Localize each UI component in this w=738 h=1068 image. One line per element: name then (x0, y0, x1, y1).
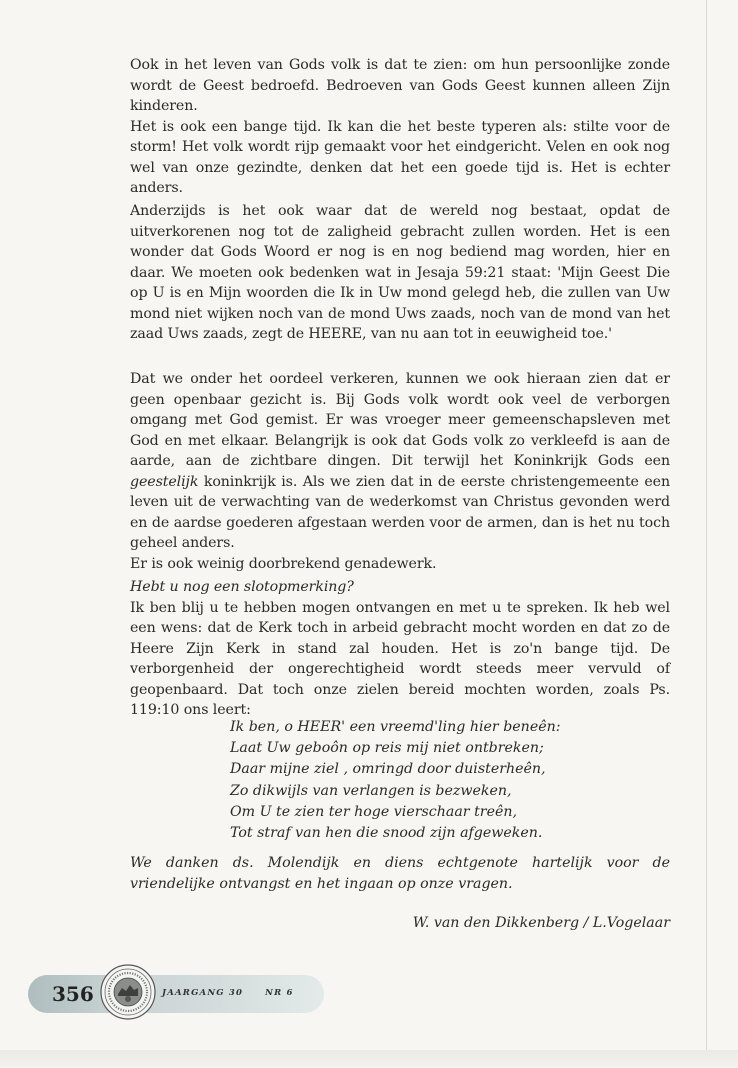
text-block-2 (130, 201, 670, 345)
poem-line: Om U te zien ter hoge vierschaar treên, (230, 803, 518, 820)
bottom-shade (0, 1050, 738, 1068)
closing-thanks: We danken ds. Molendijk en diens echtgenote hartelijk voor de vriendelijke ontvangst en het ingaan op onze vragen. (130, 855, 670, 892)
poem-line: Daar mijne ziel , omringd door duisterheên, (230, 761, 546, 778)
page-edge (706, 0, 707, 1050)
paragraph-1: Ook in het leven van Gods volk is dat te zien: om hun persoonlijke zonde wordt de Geest bedroefd. Bedroeven van Gods Geest kunnen alleen Zijn kinderen. (130, 57, 670, 114)
issue-label: NR 6 (265, 988, 294, 998)
paragraph-5: Er is ook weinig doorbrekend genadewerk. (130, 555, 437, 572)
paragraph-4-start: Dat we onder het oordeel verkeren, kunnen we ook hieraan zien dat er geen openbaar gezicht is. Bij Gods volk wordt ook veel de verborgen omgang met God gemist. Er was vroeger meer gemeenschapsleven met God en met elkaar. Belangrijk is ook dat Gods volk zo verkleefd is aan de aarde, aan de zichtbare dingen. Dit terwijl het Koninkrijk Gods een (130, 371, 670, 469)
seal-emblem-icon (100, 964, 156, 1020)
paragraph-2: Het is ook een bange tijd. Ik kan die het beste typeren als: stilte voor de storm! Het volk wordt rijp gemaakt voor het eindgericht. Velen en ook nog wel van onze gezindte, denken dat het een goede tijd is. Het is echter anders. (130, 118, 670, 196)
paragraph-4-emphasis: geestelijk (130, 473, 199, 490)
page-number: 356 (52, 982, 94, 1006)
author-signature: W. van den Dikkenberg / L.Vogelaar (412, 915, 670, 931)
text-block-1 (130, 55, 670, 199)
paragraph-3: Anderzijds is het ook waar dat de wereld nog bestaat, opdat de uitverkorenen nog tot de zaligheid gebracht zullen worden. Het is een wonder dat Gods Woord er nog is en nog bediend mag worden, hier en daar. We moeten ook bedenken wat in Jesaja 59:21 staat: 'Mijn Geest Die op U is en Mijn woorden die Ik in Uw mond gelegd heb, die zullen van Uw mond niet wijken noch van de mond Uws zaads, noch van de mond van het zaad Uws zaads, zegt de HEERE, van nu aan tot in eeuwigheid toe.' (130, 203, 670, 342)
volume-info (162, 988, 294, 998)
interview-question: Hebt u nog een slotopmerking? (130, 579, 354, 595)
poem-line: Zo dikwijls van verlangen is bezweken, (230, 782, 512, 799)
poem-line: Laat Uw geboôn op reis mij niet ontbreken; (230, 740, 544, 757)
text-block-3 (130, 369, 670, 574)
psalm-quote (230, 717, 670, 844)
paragraph-4 (130, 369, 670, 554)
poem-line: Tot straf van hen die snood zijn afgeweken. (230, 825, 543, 842)
poem-line: Ik ben, o HEER' een vreemd'ling hier beneên: (230, 719, 561, 735)
paragraph-6: Ik ben blij u te hebben mogen ontvangen en met u te spreken. Ik heb wel een wens: dat de Kerk toch in arbeid gebracht mocht worden en dat zo de Heere Zijn Kerk in stand zal houden. Het is zo'n bange tijd. De verborgenheid der ongerechtigheid wordt steeds meer vervuld of geopenbaard. Dat toch onze zielen bereid mochten worden, zoals Ps. 119:10 ons leert: (130, 599, 670, 718)
volume-label: JAARGANG 30 (162, 988, 244, 998)
paragraph-4-end: koninkrijk is. Als we zien dat in de eerste christengemeente een leven uit de verwachting van de wederkomst van Christus gevonden werd en de aardse goederen afgestaan werden voor de armen, dan is het nu toch geheel anders. (130, 473, 670, 551)
text-block-4 (130, 577, 670, 721)
